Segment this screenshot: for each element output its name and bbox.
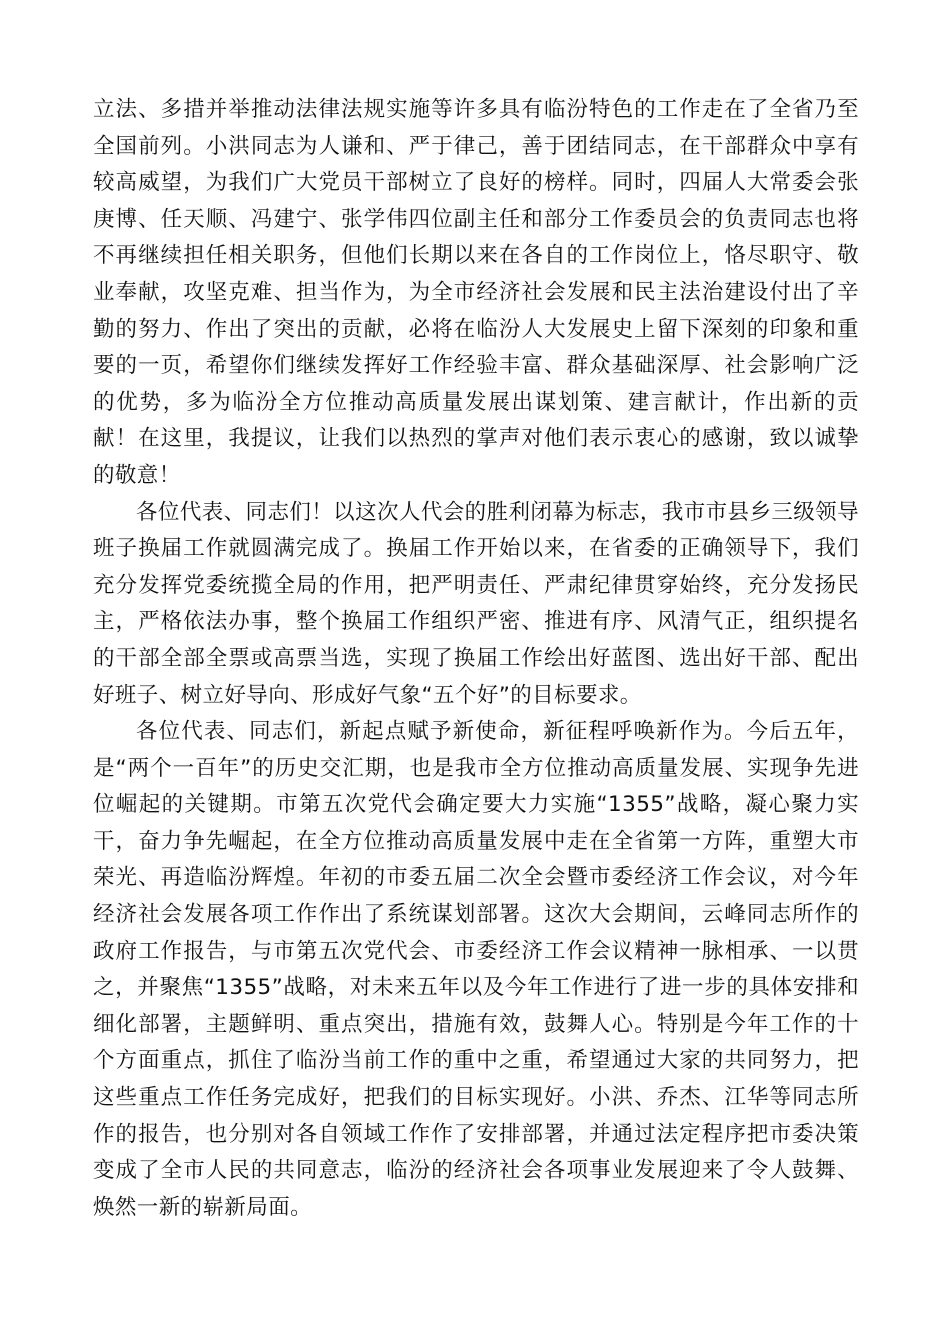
paragraph-new-mission: 各位代表、同志们，新起点赋予新使命，新征程呼唤新作为。今后五年，是“两个一百年”的历史交汇期，也是我市全方位推动高质量发展、实现争先进位崛起的关键期。市第五次党代会确定要大力实施“1355”战略，凝心聚力实干，奋力争先崛起，在全方位推动高质量发展中走在全省第一方阵，重塑大市荣光、再造临汾辉煌。年初的市委五届二次全会暨市委经济工作会议，对今年经济社会发展各项工作作出了系统谋划部署。这次大会期间，云峰同志所作的政府工作报告，与市第五次党代会、市委经济工作会议精神一脉相承、一以贯之，并聚焦“1355”战略，对未来五年以及今年工作进行了进一步的具体安排和细化部署，主题鲜明、重点突出，措施有效，鼓舞人心。特别是今年工作的十个方面重点，抓住了临汾当前工作的重中之重，希望通过大家的共同努力，把这些重点工作任务完成好，把我们的目标实现好。小洪、乔杰、江华等同志所作的报告，也分别对各自领域工作作了安排部署，并通过法定程序把市委决策变成了全市人民的共同意志，临汾的经济社会各项事业发展迎来了令人鼓舞、焕然一新的崭新局面。 (93, 719, 859, 1220)
paragraph-election-completion: 各位代表、同志们！以这次人代会的胜利闭幕为标志，我市市县乡三级领导班子换届工作就圆满完成了。换届工作开始以来，在省委的正确领导下，我们充分发挥党委统揽全局的作用，把严明责任、严肃纪律贯穿始终，充分发扬民主，严格依法办事，整个换届工作组织严密、推进有序、风清气正，组织提名的干部全部全票或高票当选，实现了换届工作绘出好蓝图、选出好干部、配出好班子、树立好导向、形成好气象“五个好”的目标要求。 (93, 499, 859, 708)
paragraph-continuation: 立法、多措并举推动法律法规实施等许多具有临汾特色的工作走在了全省乃至全国前列。小洪同志为人谦和、严于律己，善于团结同志，在干部群众中享有较高威望，为我们广大党员干部树立了良好的榜样。同时，四届人大常委会张庚博、任天顺、冯建宁、张学伟四位副主任和部分工作委员会的负责同志也将不再继续担任相关职务，但他们长期以来在各自的工作岗位上，恪尽职守、敬业奉献，攻坚克难、担当作为，为全市经济社会发展和民主法治建设付出了辛勤的努力、作出了突出的贡献，必将在临汾人大发展史上留下深刻的印象和重要的一页，希望你们继续发挥好工作经验丰富、群众基础深厚、社会影响广泛的优势，多为临汾全方位推动高质量发展出谋划策、建言献计，作出新的贡献！在这里，我提议，让我们以热烈的掌声对他们表示衷心的感谢，致以诚挚的敬意！ (93, 97, 859, 488)
document-page (93, 92, 859, 1226)
